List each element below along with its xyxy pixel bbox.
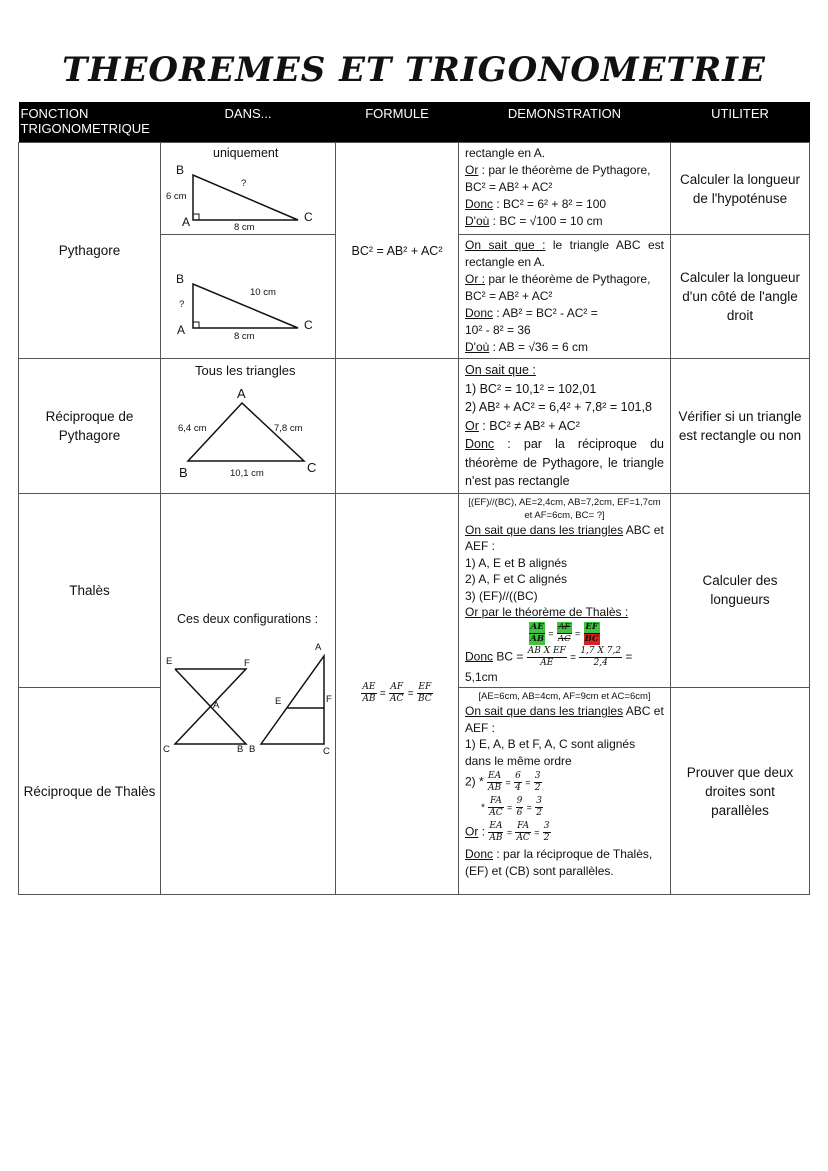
ratio-numerator: 9 [516,796,523,806]
header-fonction: FONCTION TRIGONOMETRIQUE [19,102,161,143]
demo-reciproque-pythagore [459,359,671,494]
demo-line: 10² - 8² = 36 [465,323,531,337]
demo-line: BC² = AB² + AC² [465,180,553,194]
ratio-numerator: EF [418,682,432,693]
config1-vertex-e: E [166,655,173,667]
demo-line [465,846,664,879]
given-values: [(EF)//(BC), AE=2,4cm, AB=7,2cm, EF=1,7cm et AF=6cm, BC= ?] [468,496,661,521]
side-ac-label: 8 cm [234,330,255,342]
keyword-dou: D'où [465,214,490,228]
ratio-numerator: 6 [515,771,521,781]
name-pythagore: Pythagore [19,143,161,359]
demo-line: 1) E, A, B et F, A, C sont alignés dans le même ordre [465,737,636,768]
demo-line: 2) A, F et C alignés [465,572,568,586]
formula-pythagore: BC² = AB² + AC² [336,143,459,359]
demo-line [465,703,664,736]
hypotenuse-label: ? [241,178,247,189]
keyword-or: Or [465,163,479,177]
ratio-denominator: AC [516,833,530,843]
keyword-or: Or : [465,272,485,286]
ratio-numerator: EA [489,821,503,831]
demo-text: : AB² = BC² - AC² = [493,306,598,320]
theorems-table [18,102,810,895]
demo-line: 2) * $\frac{EA}{AB}$ = $\frac{6}{4}$ = $\frac{3}{2}$ [465,771,541,793]
keyword-donc: Donc [465,306,494,320]
thales-ratio-equality: $\frac{AE}{AB}$ = $\frac{AF}{AC}$ = $\frac{EF}{BC}$ [530,621,599,644]
ratio-numerator: FA [517,821,530,831]
calc-result: = 5,1cm [465,649,633,684]
demo-text: ABC et AEF : [465,704,664,735]
demo-text: : par la réciproque de Thalès, (EF) et (CB) sont parallèles. [465,847,653,878]
given-values: [AE=6cm, AB=4cm, AF=9cm et AC=6cm] [478,691,651,702]
demo-pythagore-2 [459,235,671,359]
demo-line: 3) (EF)//((BC) [465,588,538,603]
cond-all-triangles: Tous les triangles [195,362,296,378]
use-thales: Calculer des longueurs [671,493,810,688]
demo-text: 2) * [465,774,484,789]
ratio-denominator: BC [584,633,599,644]
header-utiliter: UTILITER [671,102,810,143]
config1-vertex-a: A [213,699,220,711]
demo-text: BC = [493,649,524,664]
demo-line [465,417,664,436]
demo-line: 2) AB² + AC² = 6,4² + 7,8² = 101,8 [465,400,652,414]
ratio-denominator: AB [362,694,376,705]
keyword-on-sait-que: On sait que : [465,238,546,252]
ratio-denominator: AC [390,694,404,705]
cond-pythagore: uniquement [213,146,279,160]
ratio-numerator: AE [530,621,544,632]
table-row [19,493,810,688]
vertex-a: A [182,215,191,229]
thales-configurations-figure [161,494,336,884]
demo-line [465,196,664,213]
ratio-numerator: EA [488,771,502,781]
calc-numerator: 1,7 X 7,2 [580,645,622,656]
page-title: THEOREMES ET TRIGONOMETRIE [62,50,766,90]
ratio-denominator: 2 [536,808,543,818]
ratio-numerator: AF [390,682,404,693]
keyword-donc: Donc [465,847,494,861]
demo-line [465,271,664,288]
side-ab-label: ? [179,298,185,310]
calc-denominator: 2,4 [593,657,608,668]
keyword-or: Or [465,418,479,433]
config2-vertex-b: B [249,743,256,755]
vertex-a: A [177,322,186,337]
config2-vertex-f: F [326,693,332,705]
config2-vertex-a: A [315,641,322,653]
ratio-numerator: FA [489,796,502,806]
dans-pythagore-2 [161,235,336,359]
ratio-denominator: 2 [543,833,550,843]
demo-line [465,522,664,555]
ratio-numerator: 3 [534,771,541,781]
demo-text: : BC = √100 = 10 cm [489,214,603,228]
keyword-donc: Donc [465,197,494,211]
side-ab-label: 6,4 cm [178,422,207,434]
keyword-on-sait-que: On sait que dans les triangles [465,704,624,718]
ratio-denominator: 4 [515,783,521,793]
keyword-donc: Donc [465,437,495,451]
demo-line [465,213,664,230]
demo-text: : par la réciproque du théorème de Pythagore, le triangle n'est pas rectangle [465,437,664,488]
ratio-numerator: 3 [536,796,543,806]
ratio-denominator: AB [488,783,502,793]
config2-vertex-e: E [275,695,282,707]
vertex-b: B [179,464,188,480]
header-formule: FORMULE [336,102,459,143]
calc-numerator: AB X EF [527,645,566,656]
table-row [19,359,810,494]
keyword-or: Or par le théorème de Thalès : [465,605,629,619]
hypotenuse-label: 10 cm [250,286,276,298]
calc-denominator: AE [540,657,554,668]
demo-line [465,162,664,179]
keyword-on-sait-que: On sait que : [465,363,536,377]
vertex-b: B [176,271,185,286]
demo-reciproque-thales [459,688,671,895]
name-reciproque-thales: Réciproque de Thalès [19,688,161,895]
demo-text: le triangle ABC est rectangle en A. [465,238,664,269]
side-bc-label: 10,1 cm [230,467,264,479]
dans-reciproque-pythagore [161,359,336,494]
header-demonstration: DEMONSTRATION [459,102,671,143]
ratio-denominator: AB [530,633,545,644]
demo-line [465,305,664,322]
vertex-c: C [304,210,313,224]
config-label: Ces deux configurations : [177,611,319,626]
config1-vertex-c: C [163,743,170,755]
ratio-denominator: AC [558,633,571,644]
name-reciproque-pythagore: Réciproque de Pythagore [19,359,161,494]
demo-line [465,435,664,491]
vertex-c: C [307,459,317,475]
ratio-denominator: 6 [516,808,523,818]
ratio-numerator: EF [585,621,598,632]
side-ac-label: 8 cm [234,222,255,233]
vertex-b: B [176,163,185,177]
demo-text: ABC et AEF : [465,522,664,553]
table-header-row [19,102,810,143]
config2-vertex-c: C [323,745,330,757]
demo-line [465,339,664,356]
demo-line: rectangle en A. [465,146,546,160]
use-reciproque-pythagore: Vérifier si un triangle est rectangle ou non [671,359,810,494]
demo-text: : BC² ≠ AB² + AC² [478,418,580,433]
keyword-or: Or [465,824,479,839]
ratio-denominator: BC [417,694,432,705]
ratio-numerator: AF [558,621,571,632]
ratio-denominator: 2 [534,783,541,793]
name-thales: Thalès [19,493,161,688]
demo-thales [459,493,671,688]
side-ab-label: 6 cm [166,191,187,202]
formula-thales: $\frac{AE}{AB}$ = $\frac{AF}{AC}$ = $\frac{EF}{BC}$ [336,493,459,895]
demo-line: 1) A, E et B alignés [465,555,568,570]
table-row [19,143,810,235]
formula-reciproque-pythagore [336,359,459,494]
demo-line: BC² = AB² + AC² [465,289,553,303]
ratio-numerator: AE [362,682,376,693]
ratio-denominator: AC [489,808,503,818]
use-pythagore-1: Calculer la longueur de l'hypoténuse [671,143,810,235]
header-dans: DANS... [161,102,336,143]
demo-line: Or : $\frac{EA}{AB}$ = $\frac{FA}{AC}$ = $\frac{3}{2}$ [465,821,550,843]
config1-vertex-b: B [237,743,244,755]
demo-line [465,237,664,271]
vertex-a: A [237,385,246,401]
demo-text: : par le théorème de Pythagore, [478,163,651,177]
config1-vertex-f: F [244,657,250,669]
dans-pythagore-1 [161,143,336,235]
demo-pythagore-1 [459,143,671,235]
keyword-on-sait-que: On sait que dans les triangles [465,522,624,537]
keyword-dou: D'où [465,340,490,354]
vertex-c: C [304,317,313,332]
side-ac-label: 7,8 cm [274,422,303,434]
dans-thales [161,493,336,895]
ratio-numerator: 3 [543,821,550,831]
demo-line: Donc BC = $\frac{\text{AB X EF}}{AE}$ = $\frac{1,7 X 7,2}{2,4}$ = 5,1cm [465,645,633,684]
ratio-denominator: AB [489,833,503,843]
demo-text: : AB = √36 = 6 cm [489,340,588,354]
keyword-donc: Donc [465,649,494,664]
use-pythagore-2: Calculer la longueur d'un côté de l'angle droit [671,235,810,359]
use-reciproque-thales: Prouver que deux droites sont parallèles [671,688,810,895]
demo-line: 1) BC² = 10,1² = 102,01 [465,381,597,396]
demo-line: * $\frac{FA}{AC}$ = $\frac{9}{6}$ = $\frac{3}{2}$ [481,796,543,818]
demo-text: par le théorème de Pythagore, [485,272,651,286]
demo-text: : BC² = 6² + 8² = 100 [493,197,607,211]
